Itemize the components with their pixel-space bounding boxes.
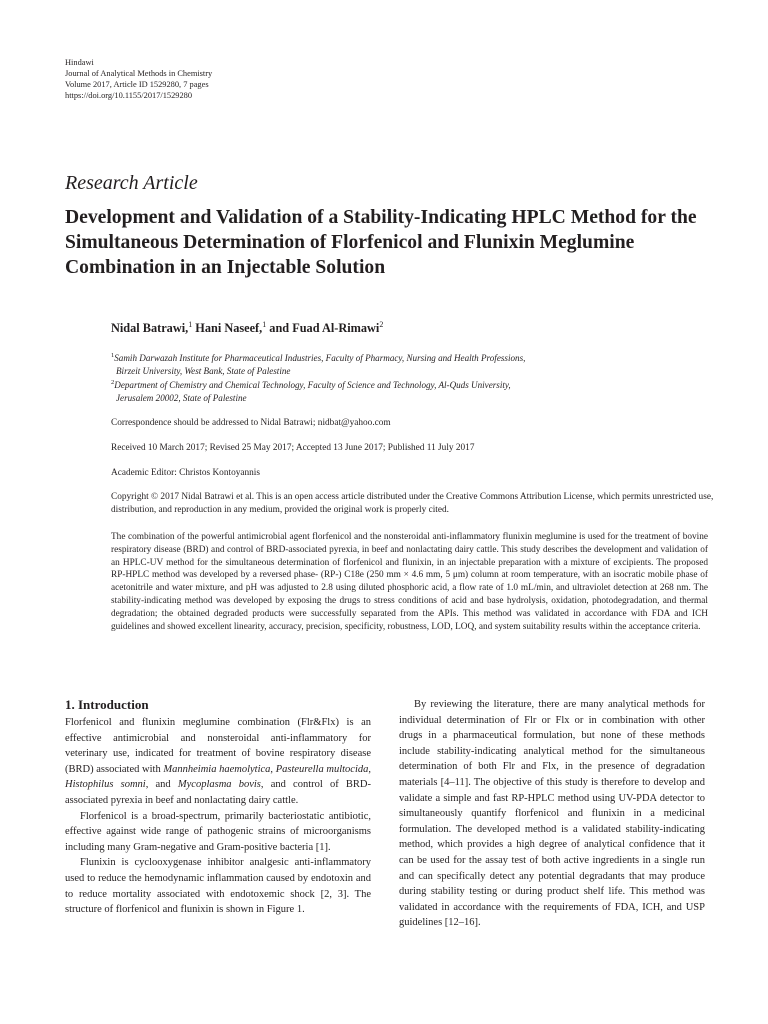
author-name[interactable]: and Fuad Al-Rimawi [266, 321, 380, 336]
article-type: Research Article [65, 172, 198, 194]
copyright-notice: Copyright © 2017 Nidal Batrawi et al. This is an open access article distributed under the Creative Commons Attribution License, which permits unrestricted use, distribution, and reproduction in any medium, provided the original work is properly cited. [111, 492, 714, 515]
publication-dates: Received 10 March 2017; Revised 25 May 2017; Accepted 13 June 2017; Published 11 July 2017 [111, 443, 475, 453]
intro-paragraph-3: Flunixin is cyclooxygenase inhibitor analgesic anti-inflammatory used to reduce the hemodynamic inflammation caused by endotoxin and to reduce mortality associated with endotoxemic shock [2, 3]. The structure of florfenicol and flunixin is shown in Figure 1. [65, 857, 371, 916]
affiliations [111, 350, 721, 404]
author-affiliation-mark: 1 [262, 320, 267, 329]
right-column [399, 697, 705, 931]
author-name[interactable]: Hani Naseef, [192, 321, 263, 336]
species-name: Mannheimia haemolytica [163, 763, 271, 775]
affiliation-1: $^1$Samih Darwazah Institute for Pharmaceutical Industries, Faculty of Pharmacy, Nursing and Health Professions, [111, 352, 526, 364]
author-name[interactable]: Nidal Batrawi, [111, 321, 189, 336]
intro-paragraph-4: By reviewing the literature, there are many analytical methods for individual determination of Flr or Flx or in combination with other drugs in a pharmaceutical formulation, but none of these methods include stability-indicating analytical method for the simultaneous determination of both Flr and Flx, in the presence of degradation materials [4–11]. The objective of this study is therefore to develop and validate a simple and fast RP-HPLC method using UV-PDA detector to simultaneously quantify florfenicol and flunixin in a medicinal formulation. The developed method is a validated stability-indicating method, which provides a high degree of analytical confidence that it can be used for the assay test of both active ingredients in a single run and can specifically detect any potential degradants that may produce during stability testing or during product shelf life. This method was validated in accordance with the requirements of FDA, ICH, and USP guidelines [12–16]. [399, 699, 705, 929]
author-affiliation-mark: 1 [188, 320, 193, 329]
correspondence: Correspondence should be addressed to Nidal Batrawi; nidbat@yahoo.com [111, 418, 391, 428]
species-name: Histophilus somni [65, 779, 146, 791]
affiliation-1-cont: Birzeit University, West Bank, State of Palestine [116, 365, 291, 376]
species-name: Pasteurella multocida [275, 763, 369, 775]
left-column [65, 715, 371, 918]
species-name: Mycoplasma bovis [177, 779, 261, 791]
affiliation-2: $^2$Department of Chemistry and Chemical Technology, Faculty of Science and Technology, Al-Quds University, [111, 379, 511, 391]
author-affiliation-mark: 2 [379, 320, 384, 329]
doi-link[interactable]: https://doi.org/10.1155/2017/1529280 [65, 91, 193, 100]
author-list [111, 320, 383, 336]
academic-editor: Academic Editor: Christos Kontoyannis [111, 468, 260, 478]
publisher-name: Hindawi [65, 58, 94, 67]
affiliation-2-cont: Jerusalem 20002, State of Palestine [116, 392, 247, 403]
journal-name: Journal of Analytical Methods in Chemistry [65, 69, 213, 78]
journal-header [65, 57, 212, 101]
paper-title: Development and Validation of a Stability-Indicating HPLC Method for the Simultaneous Determination of Florfenicol and Flunixin Meglumine Combination in an Injectable Solution [65, 207, 697, 278]
intro-paragraph-1: Florfenicol and flunixin meglumine combination (Flr&Flx) is an effective antimicrobial and nonsteroidal anti-inflammatory for veterinary use, indicated for treatment of bovine respiratory disease (BRD) associated with Mannheimia haemolytica, Pasteurella multocida, Histophilus somni, and Mycoplasma bovis, and control of BRD-associated pyrexia in beef and nonlactating dairy cattle. [65, 717, 371, 806]
abstract: The combination of the powerful antimicrobial agent florfenicol and the nonsteroidal anti-inflammatory flunixin meglumine is used for the treatment of bovine respiratory disease (BRD) and control of BRD-associated pyrexia, in beef and nonlactating dairy cattle. This study describes the development and validation of an HPLC-UV method for the simultaneous determination of florfenicol and flunixin, in an injectable preparation with a mixture of excipients. The proposed RP-HPLC method was developed by a reversed phase- (RP-) C18e (250 mm × 4.6 mm, 5 μm) column at room temperature, with an isocratic mobile phase of acetonitrile and water mixture, and pH was adjusted to 2.8 using diluted phosphoric acid, a flow rate of 1.0 mL/min, and ultraviolet detection at 268 nm. The stability-indicating method was developed by exposing the drugs to stress conditions of acid and base hydrolysis, oxidation, photodegradation, and thermal degradation; the obtained degraded products were successfully separated from the APIs. This method was validated in accordance with FDA and ICH guidelines and showed excellent linearity, accuracy, precision, specificity, robustness, LOD, LOQ, and system suitability results within the acceptance criteria. [111, 532, 708, 632]
section-heading: 1. Introduction [65, 697, 149, 712]
intro-paragraph-2: Florfenicol is a broad-spectrum, primarily bacteriostatic antibiotic, effective against wide range of pathogenic strains of microorganisms including many Gram-negative and Gram-positive bacteria [1]. [65, 810, 371, 853]
volume-info: Volume 2017, Article ID 1529280, 7 pages [65, 80, 209, 89]
